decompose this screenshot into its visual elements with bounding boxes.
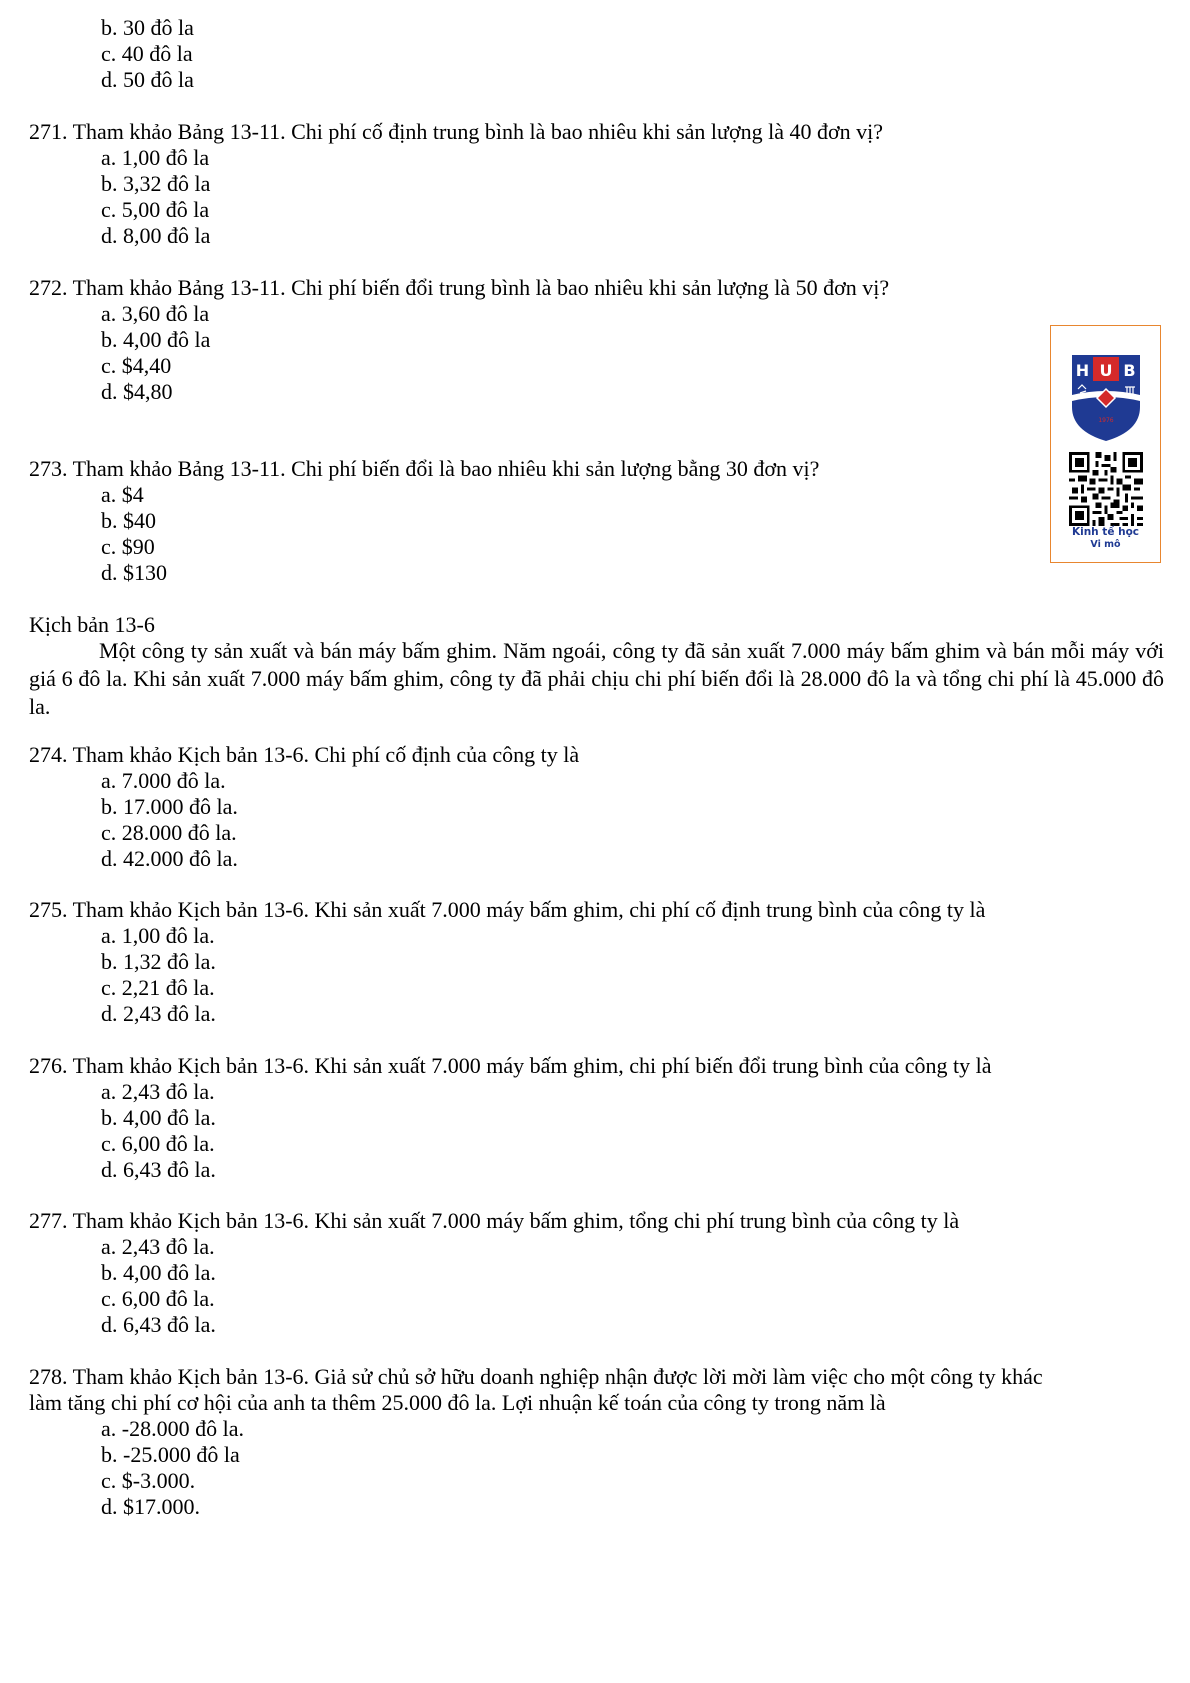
logo-caption-subtitle: Vi mô: [1090, 539, 1121, 550]
question-278-line1: 278. Tham khảo Kịch bản 13-6. Giả sử chủ sở hữu doanh nghiệp nhận được lời mời làm việc cho một công ty khác: [29, 1364, 1043, 1389]
scenario-body: [29, 637, 1164, 721]
q276-option-d: d. 6,43 đô la.: [101, 1157, 216, 1182]
q271-option-a: a. 1,00 đô la: [101, 145, 210, 170]
q274-option-b: b. 17.000 đô la.: [101, 794, 238, 819]
q278-option-c: c. $-3.000.: [101, 1468, 196, 1493]
q272-option-b: b. 4,00 đô la: [101, 327, 211, 352]
q276-option-a: a. 2,43 đô la.: [101, 1079, 215, 1104]
q273-option-b: b. $40: [101, 508, 156, 533]
logo-letter-h: H: [1075, 361, 1090, 380]
q271-option-d: d. 8,00 đô la: [101, 223, 211, 248]
q272-option-c: c. $4,40: [101, 353, 172, 378]
q276-option-b: b. 4,00 đô la.: [101, 1105, 216, 1130]
q274-option-a: a. 7.000 đô la.: [101, 768, 226, 793]
q273-option-d: d. $130: [101, 560, 167, 585]
hub-shield-logo: [1068, 351, 1144, 443]
q277-option-a: a. 2,43 đô la.: [101, 1234, 215, 1259]
q275-option-c: c. 2,21 đô la.: [101, 975, 215, 1000]
q277-option-b: b. 4,00 đô la.: [101, 1260, 216, 1285]
q278-option-d: d. $17.000.: [101, 1494, 200, 1519]
question-271: 271. Tham khảo Bảng 13-11. Chi phí cố định trung bình là bao nhiêu khi sản lượng là 40 đơn vị?: [29, 119, 883, 144]
option-b-prev: b. 30 đô la: [101, 15, 194, 40]
q275-option-b: b. 1,32 đô la.: [101, 949, 216, 974]
logo-letter-u: U: [1099, 361, 1113, 380]
q273-option-a: a. $4: [101, 482, 144, 507]
qr-code-icon: [1069, 452, 1143, 526]
question-278-line2: làm tăng chi phí cơ hội của anh ta thêm 25.000 đô la. Lợi nhuận kế toán của công ty trong năm là: [29, 1390, 886, 1415]
question-277: 277. Tham khảo Kịch bản 13-6. Khi sản xuất 7.000 máy bấm ghim, tổng chi phí trung bình của công ty là: [29, 1208, 960, 1233]
q277-option-c: c. 6,00 đô la.: [101, 1286, 215, 1311]
q278-option-b: b. -25.000 đô la: [101, 1442, 240, 1467]
question-274: 274. Tham khảo Kịch bản 13-6. Chi phí cố định của công ty là: [29, 742, 580, 767]
option-d-prev: d. 50 đô la: [101, 67, 194, 92]
scenario-title: Kịch bản 13-6: [29, 612, 155, 637]
q275-option-a: a. 1,00 đô la.: [101, 923, 215, 948]
logo-year: 1976: [1098, 417, 1114, 424]
question-275: 275. Tham khảo Kịch bản 13-6. Khi sản xuất 7.000 máy bấm ghim, chi phí cố định trung bình của công ty là: [29, 897, 986, 922]
question-272: 272. Tham khảo Bảng 13-11. Chi phí biến đổi trung bình là bao nhiêu khi sản lượng là 50 đơn vị?: [29, 275, 890, 300]
q271-option-c: c. 5,00 đô la: [101, 197, 210, 222]
scenario-body-text: Một công ty sản xuất và bán máy bấm ghim. Năm ngoái, công ty đã sản xuất 7.000 máy bấm ghim và bán mỗi máy với giá 6 đô la. Khi sản xuất 7.000 máy bấm ghim, công ty đã phải chịu chi phí biến đổi là 28.000 đô la và tổng chi phí là 45.000 đô la.: [29, 638, 1164, 719]
q273-option-c: c. $90: [101, 534, 155, 559]
question-273: 273. Tham khảo Bảng 13-11. Chi phí biến đổi là bao nhiêu khi sản lượng bằng 30 đơn vị?: [29, 456, 820, 481]
q271-option-b: b. 3,32 đô la: [101, 171, 211, 196]
q277-option-d: d. 6,43 đô la.: [101, 1312, 216, 1337]
question-276: 276. Tham khảo Kịch bản 13-6. Khi sản xuất 7.000 máy bấm ghim, chi phí biến đổi trung bình của công ty là: [29, 1053, 992, 1078]
logo-letter-b: B: [1123, 361, 1136, 380]
q272-option-d: d. $4,80: [101, 379, 173, 404]
q276-option-c: c. 6,00 đô la.: [101, 1131, 215, 1156]
logo-caption-title: Kinh tế học: [1071, 526, 1140, 538]
q272-option-a: a. 3,60 đô la: [101, 301, 210, 326]
option-c-prev: c. 40 đô la: [101, 41, 193, 66]
q274-option-c: c. 28.000 đô la.: [101, 820, 237, 845]
q274-option-d: d. 42.000 đô la.: [101, 846, 238, 871]
hub-logo-box: [1050, 325, 1161, 563]
q275-option-d: d. 2,43 đô la.: [101, 1001, 216, 1026]
q278-option-a: a. -28.000 đô la.: [101, 1416, 244, 1441]
